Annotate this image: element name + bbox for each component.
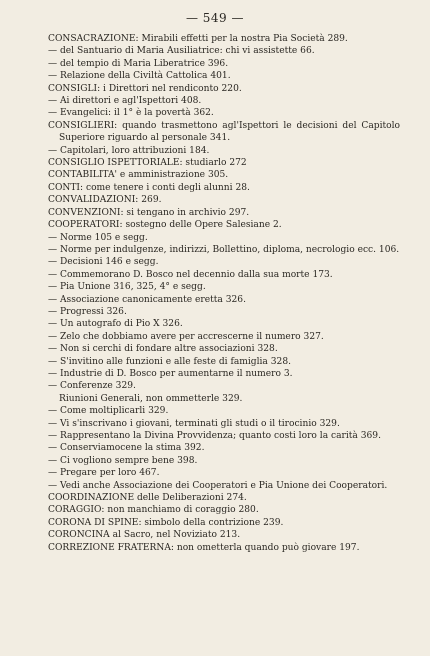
index-entry: — Vedi anche Associazione dei Cooperatori e Pia Unione dei Cooperatori. xyxy=(48,480,388,491)
index-entry: — Pia Unione 316, 325, 4° e segg. xyxy=(48,282,206,293)
page-number: — 549 — xyxy=(185,11,245,25)
index-entry: — Pregare per loro 467. xyxy=(48,468,160,479)
index-entry: — del Santuario di Maria Ausiliatrice: chi vi assistette 66. xyxy=(48,46,315,57)
index-entry: — Evangelici: il 1° è la povertà 362. xyxy=(48,108,214,119)
index-entry: Riunioni Generali, non ommetterle 329. xyxy=(59,393,243,404)
index-entry: CONSIGLIERI: quando trasmettono agl'Ispettori le decisioni del Capitolo Superiore riguardo al personale 341. xyxy=(48,120,400,144)
index-entry: — Un autografo di Pio X 326. xyxy=(48,319,183,330)
index-entry: CONVENZIONI: si tengano in archivio 297. xyxy=(48,207,250,218)
index-entry: CORREZIONE FRATERNA: non ometterla quando può giovare 197. xyxy=(48,542,360,553)
index-entry: — Decisioni 146 e segg. xyxy=(48,257,159,268)
index-entry: — S'invitino alle funzioni e alle feste di famiglia 328. xyxy=(48,356,291,367)
index-entry: COOPERATORI: sostegno delle Opere Salesiane 2. xyxy=(48,220,282,231)
index-entry: — Zelo che dobbiamo avere per accrescerne il numero 327. xyxy=(48,331,324,342)
index-entry: — Vi s'inscrivano i giovani, terminati gli studi o il tirocinio 329. xyxy=(48,418,340,429)
index-entry: CONTABILITA' e amministrazione 305. xyxy=(48,170,229,181)
index-entry: — Norme 105 e segg. xyxy=(48,232,148,243)
index-entry: — Come moltiplicarli 329. xyxy=(48,406,169,417)
index-entry: — Associazione canonicamente eretta 326. xyxy=(48,294,246,305)
index-entry: CONSIGLIO ISPETTORIALE: studiarlo 272 xyxy=(48,158,247,169)
index-entry: — Non si cerchi di fondare altre associazioni 328. xyxy=(48,344,278,355)
index-entry: — Norme per indulgenze, indirizzi, Bollettino, diploma, necrologio ecc. 106. xyxy=(48,244,400,255)
index-entry: — Rappresentano la Divina Provvidenza; quanto costi loro la carità 369. xyxy=(48,431,381,441)
index-entry: — Ai direttori e agl'Ispettori 408. xyxy=(48,96,202,107)
index-entry: — del tempio di Maria Liberatrice 396. xyxy=(48,58,229,69)
index-list xyxy=(48,33,400,554)
index-entry: CORAGGIO: non manchiamo di coraggio 280. xyxy=(48,505,259,516)
index-entry: — Capitolari, loro attribuzioni 184. xyxy=(48,145,210,156)
index-entry: CONVALIDAZIONI: 269. xyxy=(48,195,162,206)
index-entry: — Progressi 326. xyxy=(48,306,127,317)
index-entry: — Industrie di D. Bosco per aumentarne il numero 3. xyxy=(48,368,293,379)
index-entry: — Ci vogliono sempre bene 398. xyxy=(48,455,198,466)
index-entry: COORDINAZIONE delle Deliberazioni 274. xyxy=(48,493,247,504)
index-entry: — Conferenze 329. xyxy=(48,381,136,392)
index-entry: CONSACRAZIONE: Mirabili effetti per la nostra Pia Società 289. xyxy=(48,34,348,44)
index-entry: — Commemorano D. Bosco nel decennio dalla sua morte 173. xyxy=(48,269,333,280)
index-entry: — Relazione della Civiltà Cattolica 401. xyxy=(48,71,231,82)
index-entry: CONTI: come tenere i conti degli alunni 28. xyxy=(48,182,250,193)
index-entry: CORONCINA al Sacro, nel Noviziato 213. xyxy=(48,530,241,541)
index-entry: CORONA DI SPINE: simbolo della contrizione 239. xyxy=(48,517,284,528)
index-entry: — Conserviamocene la stima 392. xyxy=(48,443,205,454)
index-entry: CONSIGLI: i Direttori nel rendiconto 220. xyxy=(48,83,242,94)
